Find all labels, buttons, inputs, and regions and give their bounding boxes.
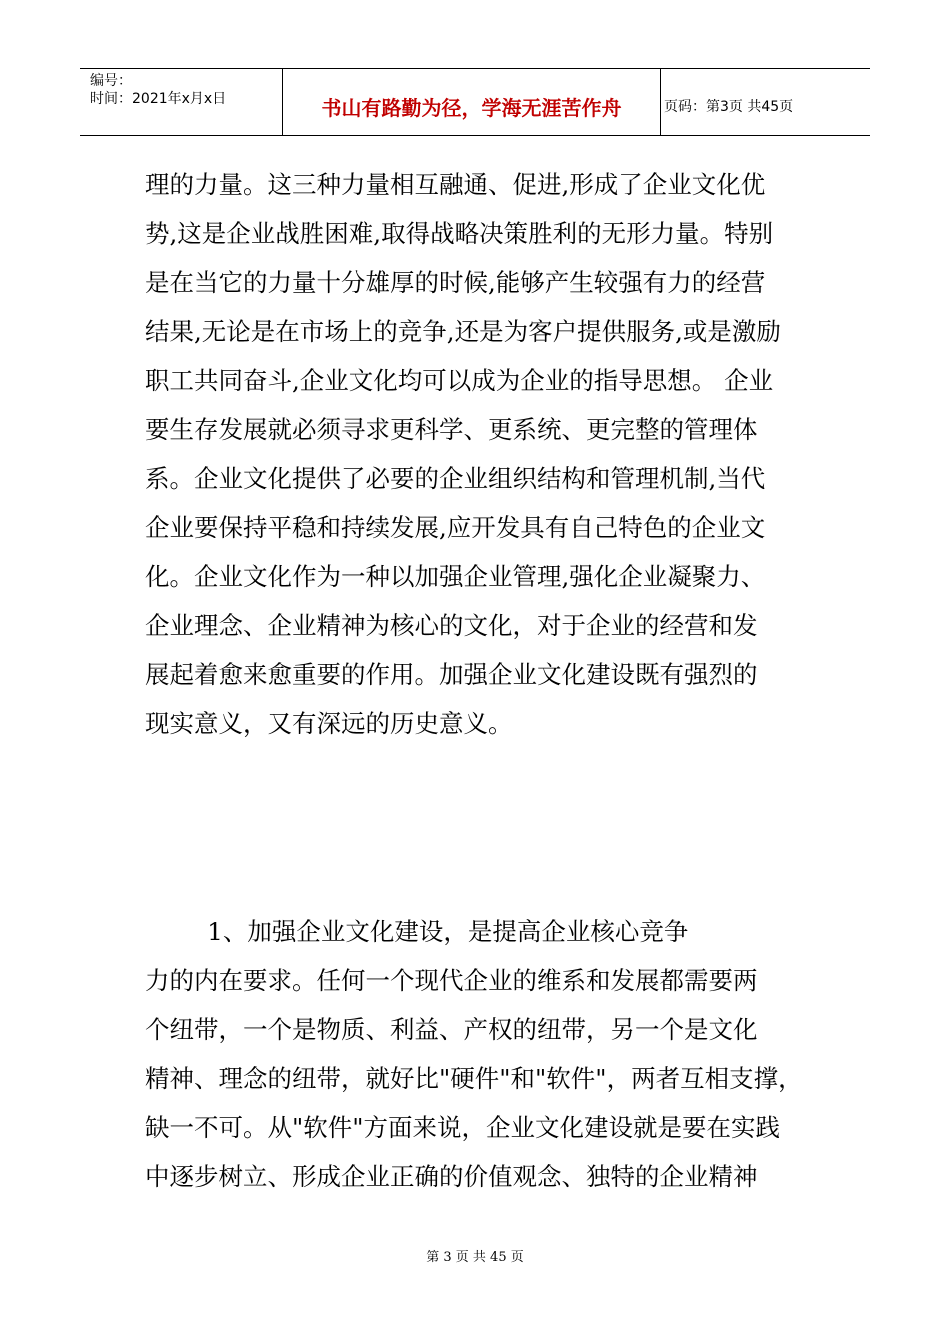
document-time-label: 时间：2021年x月x日	[90, 91, 227, 107]
body-paragraph-1	[145, 160, 810, 748]
text-line: 现实意义，又有深远的历史意义。	[145, 709, 513, 738]
text-line: 缺一不可。从"软件"方面来说，企业文化建设就是要在实践	[145, 1113, 781, 1142]
text-line: 结果,无论是在市场上的竞争,还是为客户提供服务,或是激励	[145, 317, 781, 346]
text-line: 势,这是企业战胜困难,取得战略决策胜利的无形力量。特别	[145, 219, 774, 248]
page-footer: 第 3 页 共 45 页	[426, 1250, 524, 1265]
document-header	[80, 68, 870, 136]
body-paragraph-2	[145, 907, 810, 1201]
text-line: 个纽带，一个是物质、利益、产权的纽带，另一个是文化	[145, 1015, 758, 1044]
text-line: 要生存发展就必须寻求更科学、更系统、更完整的管理体	[145, 415, 758, 444]
text-line: 企业要保持平稳和持续发展,应开发具有自己特色的企业文	[145, 513, 766, 542]
text-line: 精神、理念的纽带，就好比"硬件"和"软件"，两者互相支撑，	[145, 1064, 803, 1093]
text-line: 1、加强企业文化建设，是提高企业核心竞争	[145, 917, 689, 946]
text-line: 中逐步树立、形成企业正确的价值观念、独特的企业精神	[145, 1162, 758, 1191]
text-line: 力的内在要求。任何一个现代企业的维系和发展都需要两	[145, 966, 758, 995]
text-line: 展起着愈来愈重要的作用。加强企业文化建设既有强烈的	[145, 660, 758, 689]
text-line: 理的力量。这三种力量相互融通、促进,形成了企业文化优	[145, 170, 766, 199]
header-page-info: 页码：第3页 共45页	[664, 99, 794, 115]
header-motto: 书山有路勤为径，学海无涯苦作舟	[283, 69, 661, 135]
document-number-label: 编号：	[90, 73, 132, 89]
header-meta	[80, 69, 283, 135]
text-line: 企业理念、企业精神为核心的文化，对于企业的经营和发	[145, 611, 758, 640]
text-line: 化。企业文化作为一种以加强企业管理,强化企业凝聚力、	[145, 562, 766, 591]
text-line: 职工共同奋斗,企业文化均可以成为企业的指导思想。 企业	[145, 366, 774, 395]
text-line: 系。企业文化提供了必要的企业组织结构和管理机制,当代	[145, 464, 766, 493]
text-line: 是在当它的力量十分雄厚的时候,能够产生较强有力的经营	[145, 268, 766, 297]
